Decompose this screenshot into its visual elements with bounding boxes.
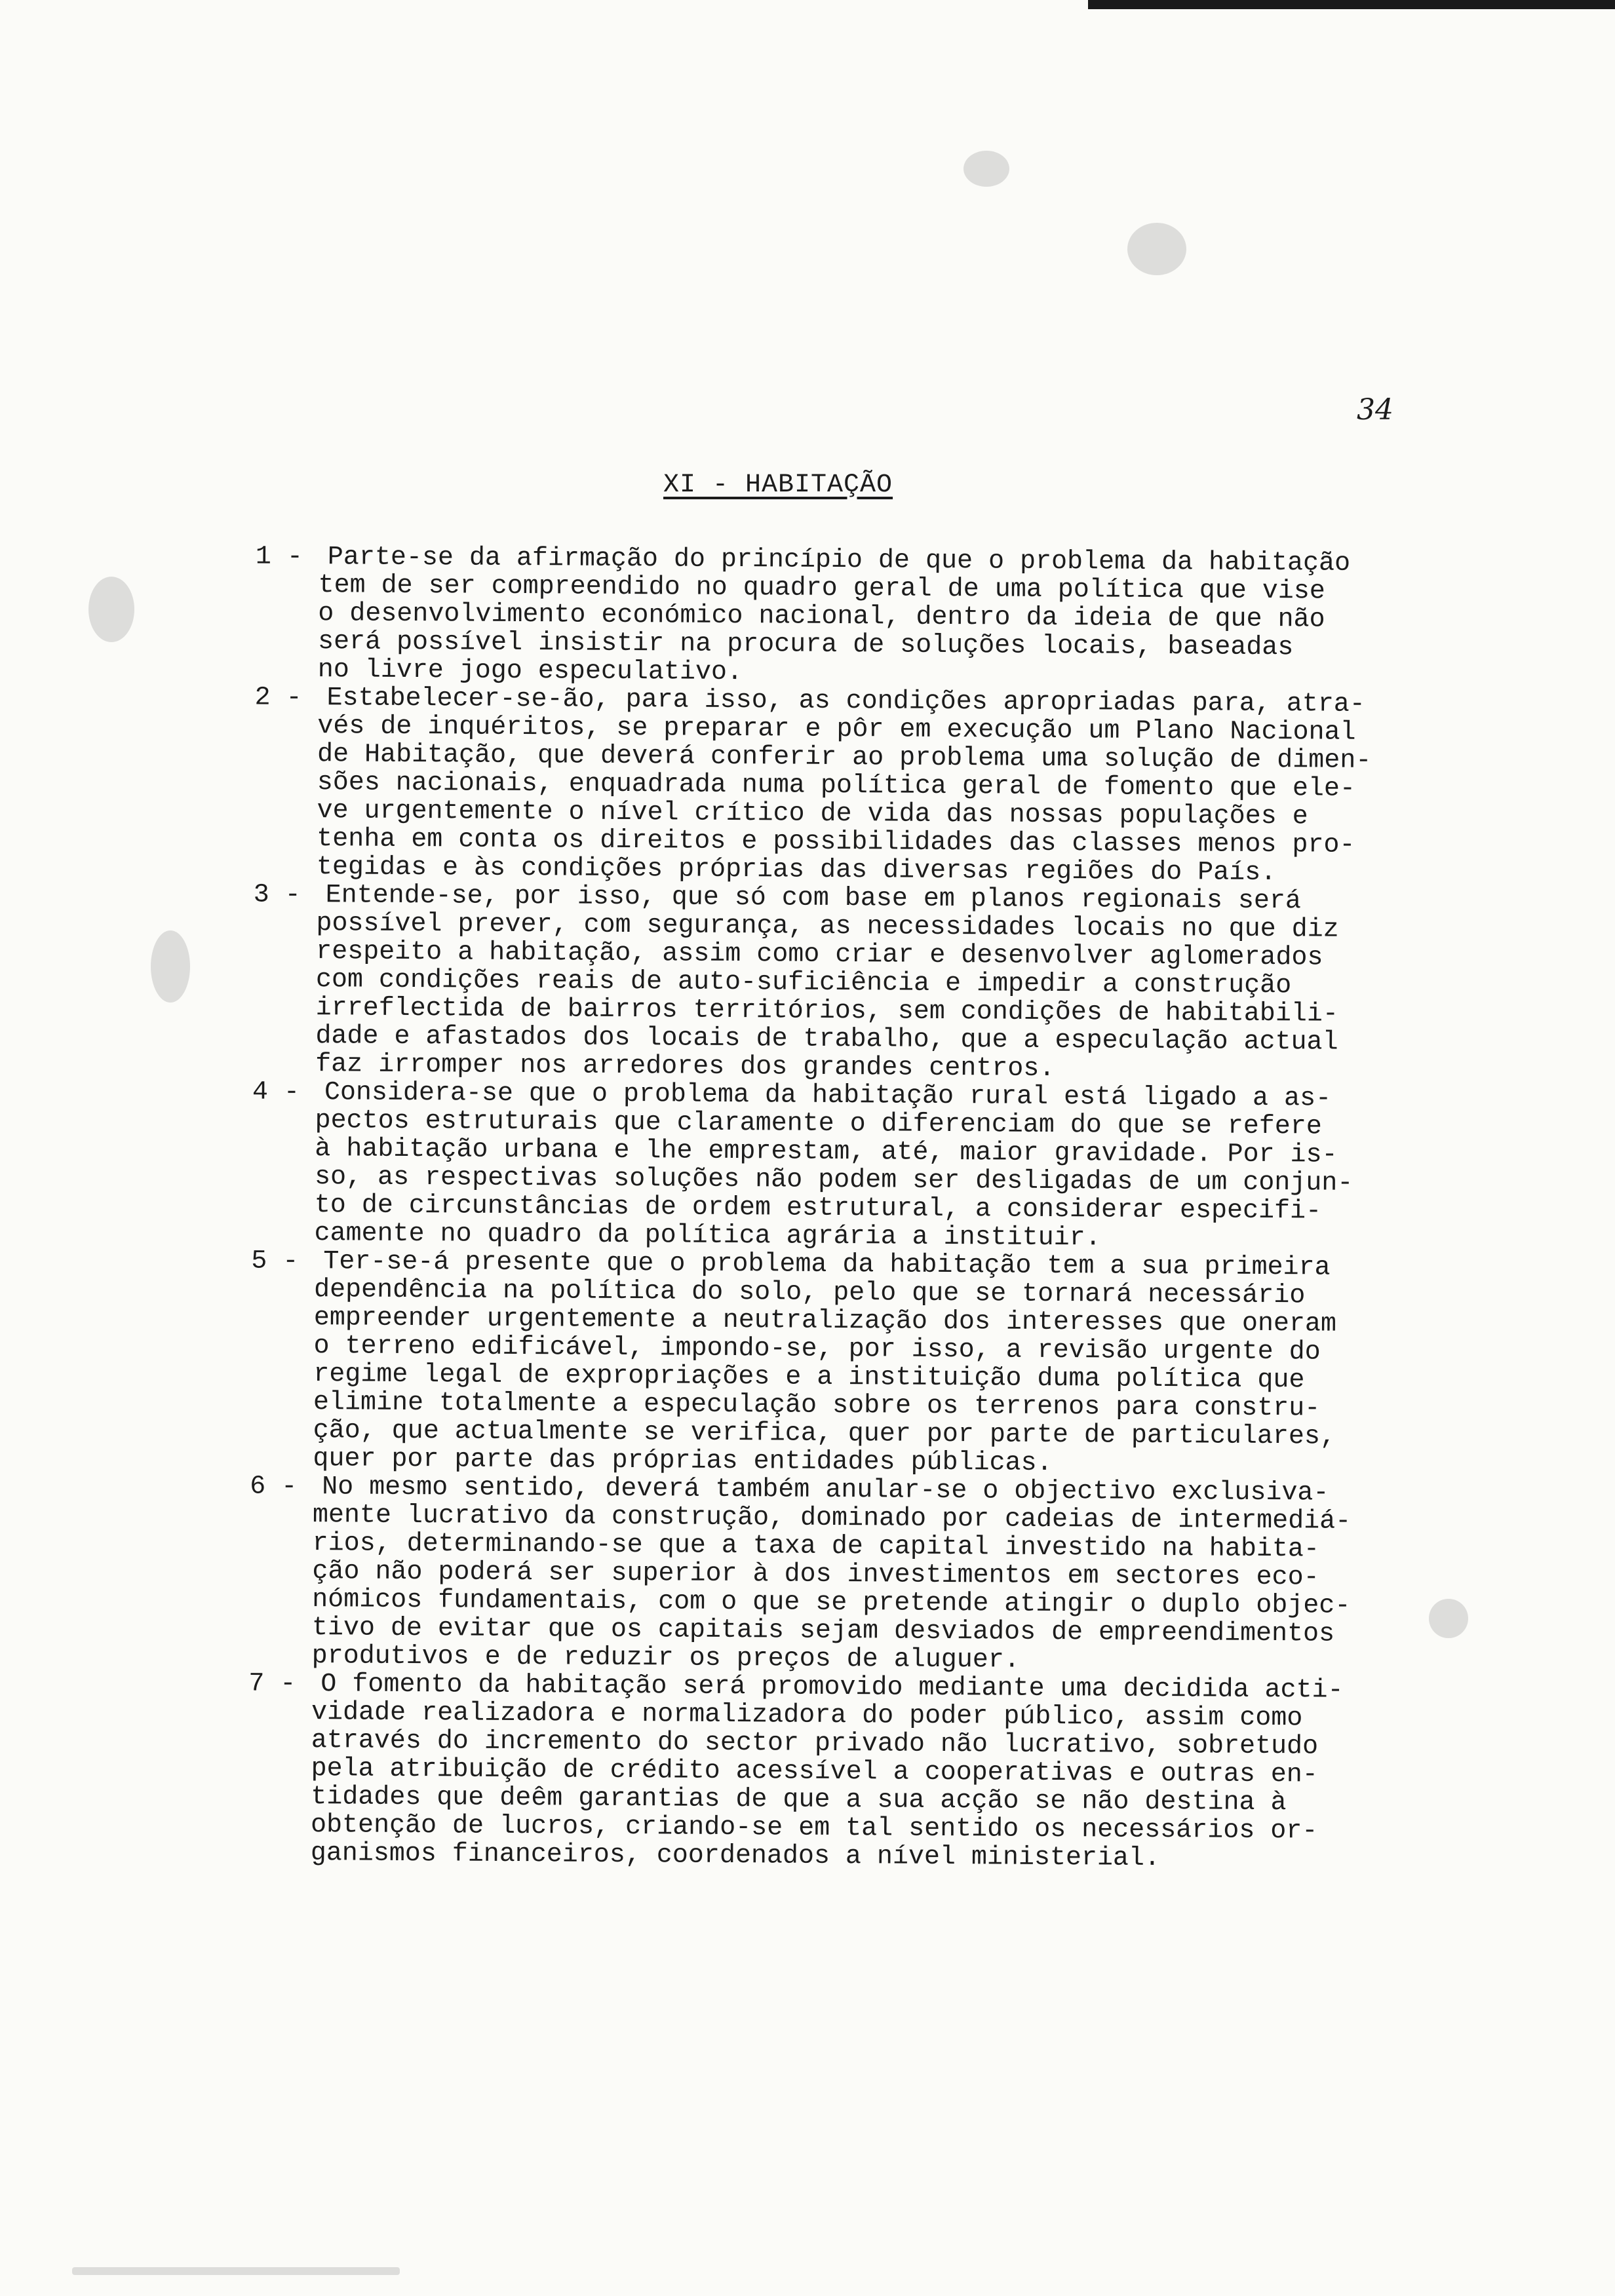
scan-edge-rule — [1088, 0, 1615, 9]
item-line: tegidas e às condições próprias das diversas regiões do País. — [316, 852, 1277, 889]
item-number: 3 - — [253, 880, 301, 910]
item-line: camente no quadro da política agrária a instituir. — [314, 1219, 1101, 1253]
scan-smudge — [963, 151, 1009, 187]
item-line: tem de ser compreendido no quadro geral de uma política que vise — [318, 571, 1325, 607]
item-line: empreender urgentemente a neutralização dos interesses que oneram — [313, 1303, 1337, 1339]
item-line: Entende-se, por isso, que só com base em planos regionais será — [325, 881, 1302, 917]
item-line: possível prever, com segurança, as necessidades locais no que diz — [316, 909, 1339, 945]
item-line: ção, que actualmente se verifica, quer por parte de particulares, — [313, 1416, 1336, 1452]
item-number: 6 - — [250, 1472, 298, 1502]
list-item — [196, 543, 1481, 691]
item-line: produtivos e de reduzir os preços de aluguer. — [311, 1641, 1020, 1675]
scan-smudge — [88, 577, 134, 642]
item-number: 2 - — [254, 683, 302, 713]
item-line: com condições reais de auto-suficiência e impedir a construção — [315, 965, 1292, 1001]
item-line: regime legal de expropriações e a instituição duma política que — [313, 1360, 1305, 1396]
item-line: quer por parte das próprias entidades públicas. — [313, 1444, 1053, 1479]
item-line: dependência na política do solo, pelo que se tornará necessário — [313, 1275, 1306, 1311]
item-line: O fomento da habitação será promovido mediante uma decidida acti- — [321, 1670, 1344, 1706]
item-number: 4 - — [252, 1077, 300, 1107]
list-item — [192, 1078, 1478, 1255]
item-line: ção não poderá ser superior à dos investimentos em sectores eco- — [312, 1557, 1319, 1593]
item-number: 7 - — [248, 1669, 296, 1699]
list-item — [195, 683, 1481, 889]
item-line: obtenção de lucros, criando-se em tal sentido os necessários or- — [310, 1810, 1318, 1846]
item-list — [189, 543, 1481, 1875]
item-line: sões nacionais, enquadrada numa política geral de fomento que ele- — [317, 768, 1356, 804]
list-item — [193, 881, 1479, 1086]
item-line: vés de inquéritos, se preparar e pôr em execução um Plano Nacional — [317, 712, 1356, 748]
item-line: o terreno edificável, impondo-se, por isso, a revisão urgente do — [313, 1331, 1321, 1368]
item-line: ve urgentemente o nível crítico de vida das nossas populações e — [317, 796, 1308, 832]
section-title: XI - HABITAÇÃO — [663, 470, 893, 500]
item-line: tenha em conta os direitos e possibilidades das classes menos pro- — [317, 824, 1355, 860]
item-line: No mesmo sentido, deverá também anular-se o objectivo exclusiva- — [322, 1472, 1329, 1508]
item-line: nómicos fundamentais, com o que se pretende atingir o duplo objec- — [312, 1585, 1351, 1621]
item-line: tivo de evitar que os capitais sejam desviados de empreendimentos — [311, 1613, 1335, 1649]
scan-smudge — [151, 930, 190, 1003]
item-line: através do incremento do sector privado não lucrativo, sobretudo — [311, 1726, 1319, 1762]
item-line: Ter-se-á presente que o problema da habitação tem a sua primeira — [323, 1247, 1331, 1283]
scan-smudge — [1127, 223, 1186, 275]
item-line: tidades que deêm garantias de que a sua acção se não destina à — [311, 1782, 1287, 1818]
item-line: to de circunstâncias de ordem estrutural, a considerar especifi- — [314, 1191, 1322, 1227]
page-number: 34 — [1357, 393, 1393, 427]
item-line: à habitação urbana e lhe emprestam, até, maior gravidade. Por is- — [315, 1134, 1338, 1170]
item-line: Parte-se da afirmação do princípio de que o problema da habitação — [327, 543, 1351, 579]
scan-smudge — [72, 2267, 400, 2275]
list-item — [189, 1670, 1475, 1875]
list-item — [189, 1472, 1475, 1677]
item-line: so, as respectivas soluções não podem ser desligadas de um conjun- — [314, 1162, 1353, 1198]
item-line: será possível insistir na procura de soluções locais, baseadas — [317, 627, 1294, 663]
item-line: Estabelecer-se-ão, para isso, as condições apropriadas para, atra- — [326, 683, 1365, 719]
list-item — [191, 1247, 1477, 1480]
item-line: no livre jogo especulativo. — [317, 655, 743, 688]
item-line: respeito a habitação, assim como criar e desenvolver aglomerados — [316, 937, 1323, 973]
item-line: elimine totalmente a especulação sobre os terrenos para constru- — [313, 1388, 1321, 1424]
item-line: ganismos financeiros, coordenados a nível ministerial. — [310, 1839, 1161, 1874]
item-number: 5 - — [251, 1246, 299, 1276]
item-number: 1 - — [255, 542, 303, 572]
item-line: o desenvolvimento económico nacional, dentro da ideia de que não — [318, 599, 1325, 635]
item-line: pela atribuição de crédito acessível a cooperativas e outras en- — [311, 1754, 1318, 1790]
item-line: mente lucrativo da construção, dominado por cadeias de intermediá- — [312, 1501, 1352, 1537]
item-line: rios, determinando-se que a taxa de capital investido na habita- — [312, 1529, 1320, 1565]
item-line: Considera-se que o problema da habitação rural está ligado a as- — [324, 1078, 1332, 1114]
item-line: irreflectida de bairros territórios, sem condições de habitabili- — [315, 993, 1339, 1029]
item-line: de Habitação, que deverá conferir ao problema uma solução de dimen- — [317, 740, 1372, 776]
item-line: pectos estruturais que claramente o diferenciam do que se refere — [315, 1106, 1322, 1142]
item-line: faz irromper nos arredores dos grandes centros. — [315, 1050, 1055, 1084]
item-line: dade e afastados dos locais de trabalho, que a especulação actual — [315, 1022, 1338, 1058]
item-line: vidade realizadora e normalizadora do poder público, assim como — [311, 1698, 1303, 1734]
